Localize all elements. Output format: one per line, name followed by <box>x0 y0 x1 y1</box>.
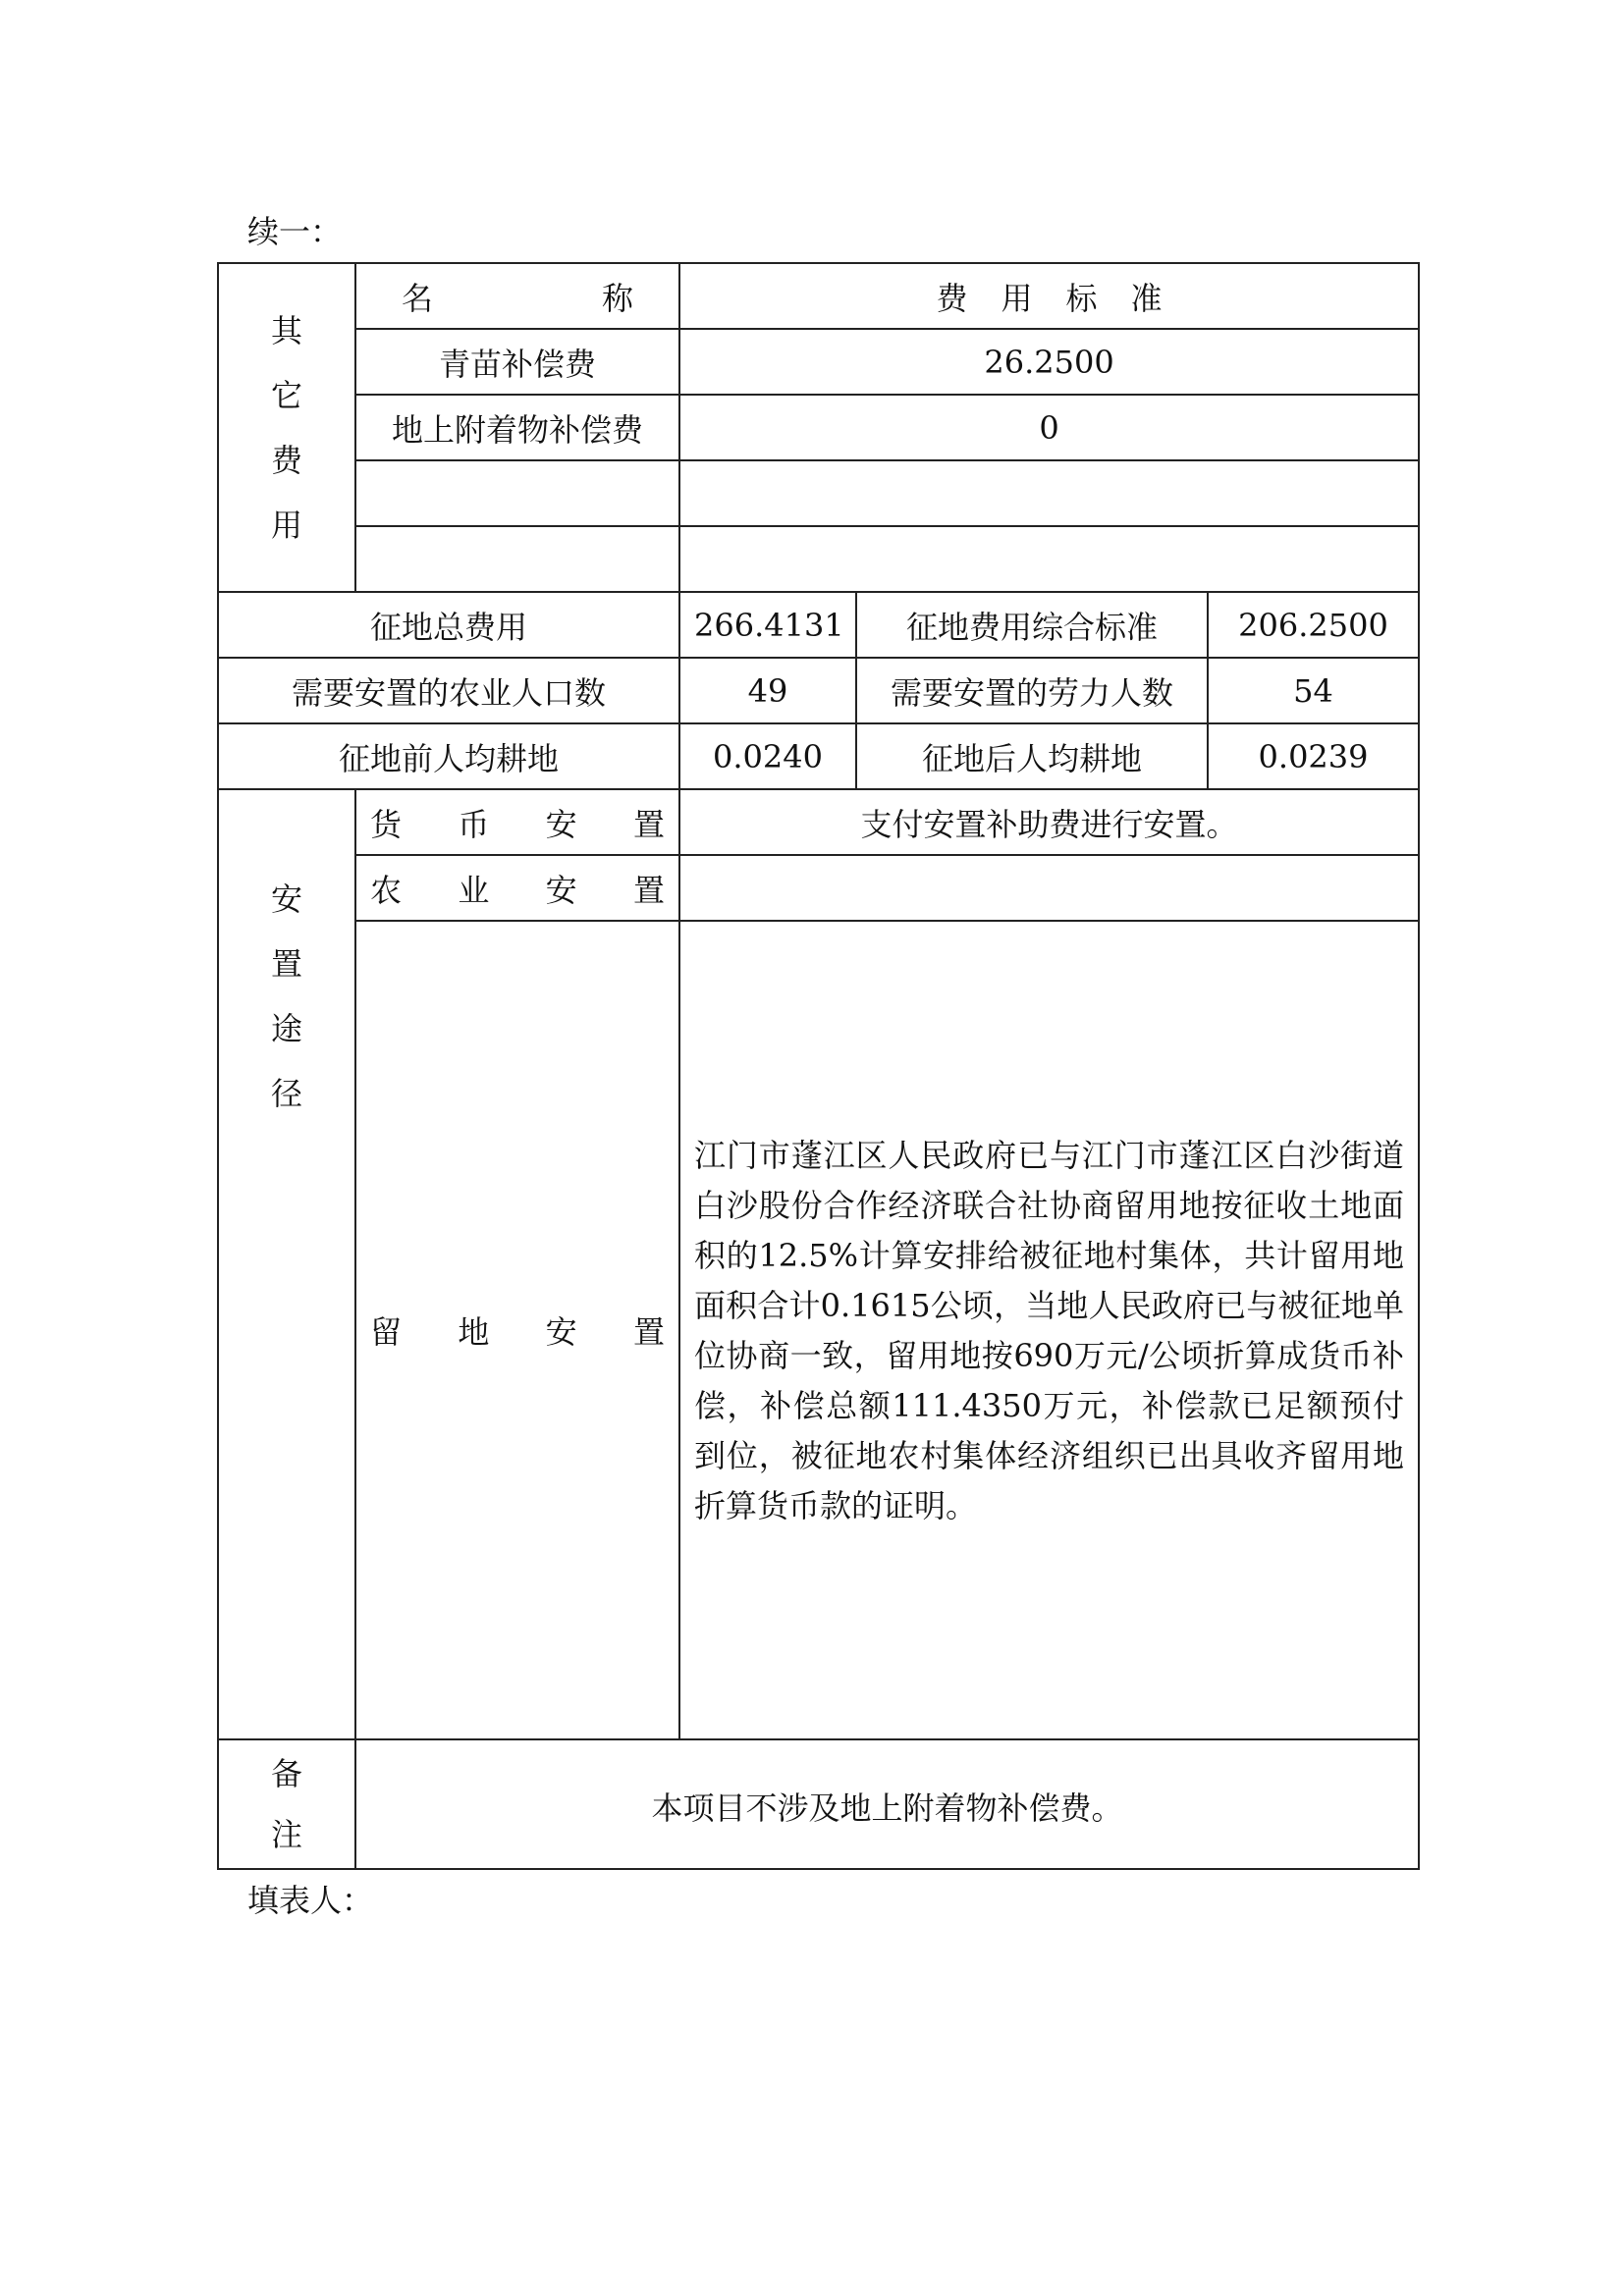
table-row <box>218 723 1419 789</box>
composite-standard-value: 206.2500 <box>1208 592 1419 658</box>
fee-standard-column-header: 费 用 标 准 <box>679 263 1419 329</box>
remarks-text: 本项目不涉及地上附着物补偿费。 <box>355 1739 1419 1869</box>
per-capita-before-label: 征地前人均耕地 <box>218 723 679 789</box>
composite-standard-label: 征地费用综合标准 <box>856 592 1208 658</box>
continued-label: 续一： <box>247 213 343 250</box>
labor-count-label: 需要安置的劳力人数 <box>856 658 1208 723</box>
land-acquisition-fee-table <box>217 262 1420 1870</box>
empty-cell <box>679 526 1419 592</box>
agricultural-resettlement-text <box>679 855 1419 921</box>
per-capita-before-value: 0.0240 <box>679 723 856 789</box>
per-capita-after-label: 征地后人均耕地 <box>856 723 1208 789</box>
empty-cell <box>355 460 679 526</box>
fee-name-cell: 青苗补偿费 <box>355 329 679 395</box>
fee-name-cell: 地上附着物补偿费 <box>355 395 679 460</box>
monetary-resettlement-text: 支付安置补助费进行安置。 <box>679 789 1419 855</box>
table-row <box>218 658 1419 723</box>
farm-population-value: 49 <box>679 658 856 723</box>
farm-population-label: 需要安置的农业人口数 <box>218 658 679 723</box>
fee-value-cell: 0 <box>679 395 1419 460</box>
labor-count-value: 54 <box>1208 658 1419 723</box>
reserved-land-resettlement-text: 江门市蓬江区人民政府已与江门市蓬江区白沙街道白沙股份合作经济联合社协商留用地按征收土地面积的12.5%计算安排给被征地村集体，共计留用地面积合计0.1615公顷，当地人民政府已与被征地单位协商一致，留用地按690万元/公顷折算成货币补偿，补偿总额111.4350万元，补偿款已足额预付到位，被征地农村集体经济组织已出具收齐留用地折算货币款的证明。 <box>679 921 1419 1739</box>
agricultural-resettlement-label: 农 业 安 置 <box>355 855 679 921</box>
empty-cell <box>355 526 679 592</box>
name-column-header: 名 称 <box>355 263 679 329</box>
table-row <box>218 526 1419 592</box>
empty-cell <box>679 460 1419 526</box>
reserved-land-resettlement-label: 留 地 安 置 <box>355 921 679 1739</box>
other-fees-section-label: 其 它 费 用 <box>218 263 355 592</box>
per-capita-after-value: 0.0239 <box>1208 723 1419 789</box>
table-row <box>218 460 1419 526</box>
remarks-label: 备 注 <box>218 1739 355 1869</box>
monetary-resettlement-label: 货 币 安 置 <box>355 789 679 855</box>
table-row <box>218 395 1419 460</box>
resettlement-section-label: 安 置 途 径 <box>218 789 355 1739</box>
table-row <box>218 592 1419 658</box>
total-fee-value: 266.4131 <box>679 592 856 658</box>
form-filler-label: 填表人： <box>247 1882 374 1919</box>
fee-value-cell: 26.2500 <box>679 329 1419 395</box>
table-row <box>218 329 1419 395</box>
total-fee-label: 征地总费用 <box>218 592 679 658</box>
